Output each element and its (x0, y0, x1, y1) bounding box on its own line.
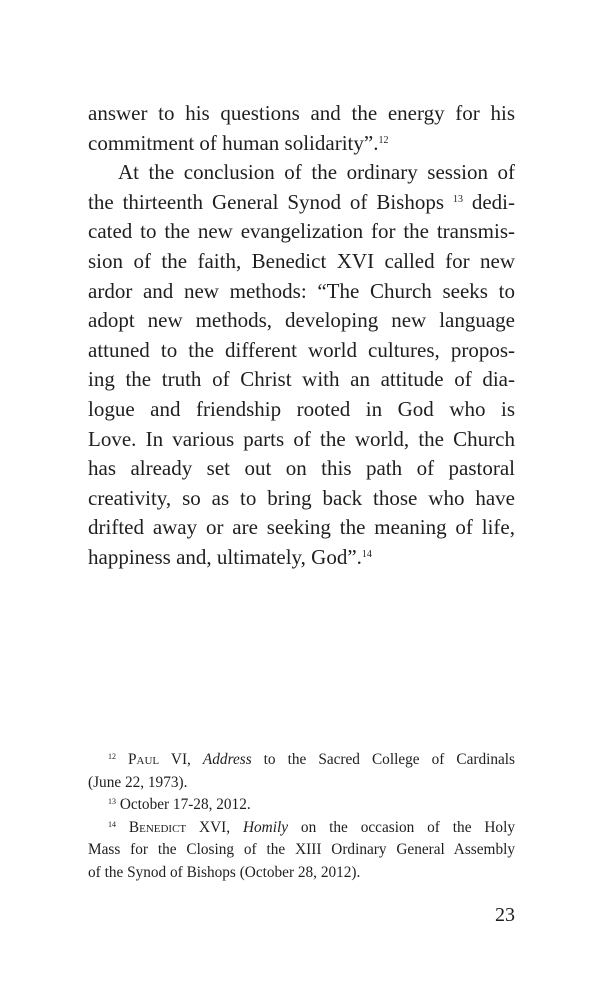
text-line: has already set out on this path of pastoral (88, 456, 515, 481)
footnote-number: 14 (108, 819, 116, 829)
text: XVI, (186, 818, 243, 836)
text-line: creativity, so as to bring back those who have (88, 485, 515, 510)
text: the thirteenth General Synod of Bishops (88, 189, 445, 214)
footnote-14-cont: Mass for the Closing of the XIII Ordinary General Assembly (88, 841, 515, 858)
text-line: sion of the faith, Benedict XVI called for new (88, 248, 515, 273)
footnote-number: 12 (108, 752, 116, 761)
text-line: attuned to the different world cultures, propos- (88, 337, 515, 362)
footnote-13 (88, 794, 515, 817)
footnote-ref: 13 (452, 193, 463, 205)
footnote-12-cont: (June 22, 1973). (88, 773, 188, 791)
footnote-number: 13 (108, 797, 116, 806)
text: October 17-28, 2012. (119, 796, 251, 813)
footnotes (88, 749, 515, 884)
title: Homily (242, 818, 289, 836)
text: on the occasion of the Holy (288, 818, 515, 836)
footnote-14-cont: of the Synod of Bishops (October 28, 2012). (88, 863, 361, 881)
text: VI, (159, 751, 203, 768)
text: happiness and, ultimately, God”. (88, 544, 362, 569)
text-line: ing the truth of Christ with an attitude of dia- (88, 367, 515, 392)
body-text (88, 99, 515, 573)
footnote-14 (88, 817, 515, 840)
text: to the Sacred College of Cardinals (251, 751, 515, 768)
text-line: logue and friendship rooted in God who is (88, 396, 515, 421)
text-line: adopt new methods, developing new language (88, 308, 515, 333)
text-line (88, 188, 515, 218)
footnote-ref: 14 (361, 548, 372, 560)
text-line: Love. In various parts of the world, the Church (88, 426, 515, 451)
text: dedi- (471, 189, 516, 214)
text-line: cated to the new evangelization for the transmis- (88, 219, 515, 244)
text-line (88, 543, 515, 573)
title: Address (202, 751, 252, 768)
text-line (88, 129, 515, 159)
page-number: 23 (495, 904, 515, 926)
footnote-ref: 12 (378, 134, 389, 146)
text-line: At the conclusion of the ordinary session of (118, 160, 515, 185)
text-line: drifted away or are seeking the meaning of life, (88, 515, 515, 540)
footnote-12 (88, 749, 515, 772)
text-line: answer to his questions and the energy for his (88, 101, 515, 125)
author: Benedict (128, 818, 187, 836)
text: commitment of human solidarity”. (88, 130, 379, 155)
text-line: ardor and new methods: “The Church seeks to (88, 278, 515, 303)
author: Paul (128, 751, 160, 768)
